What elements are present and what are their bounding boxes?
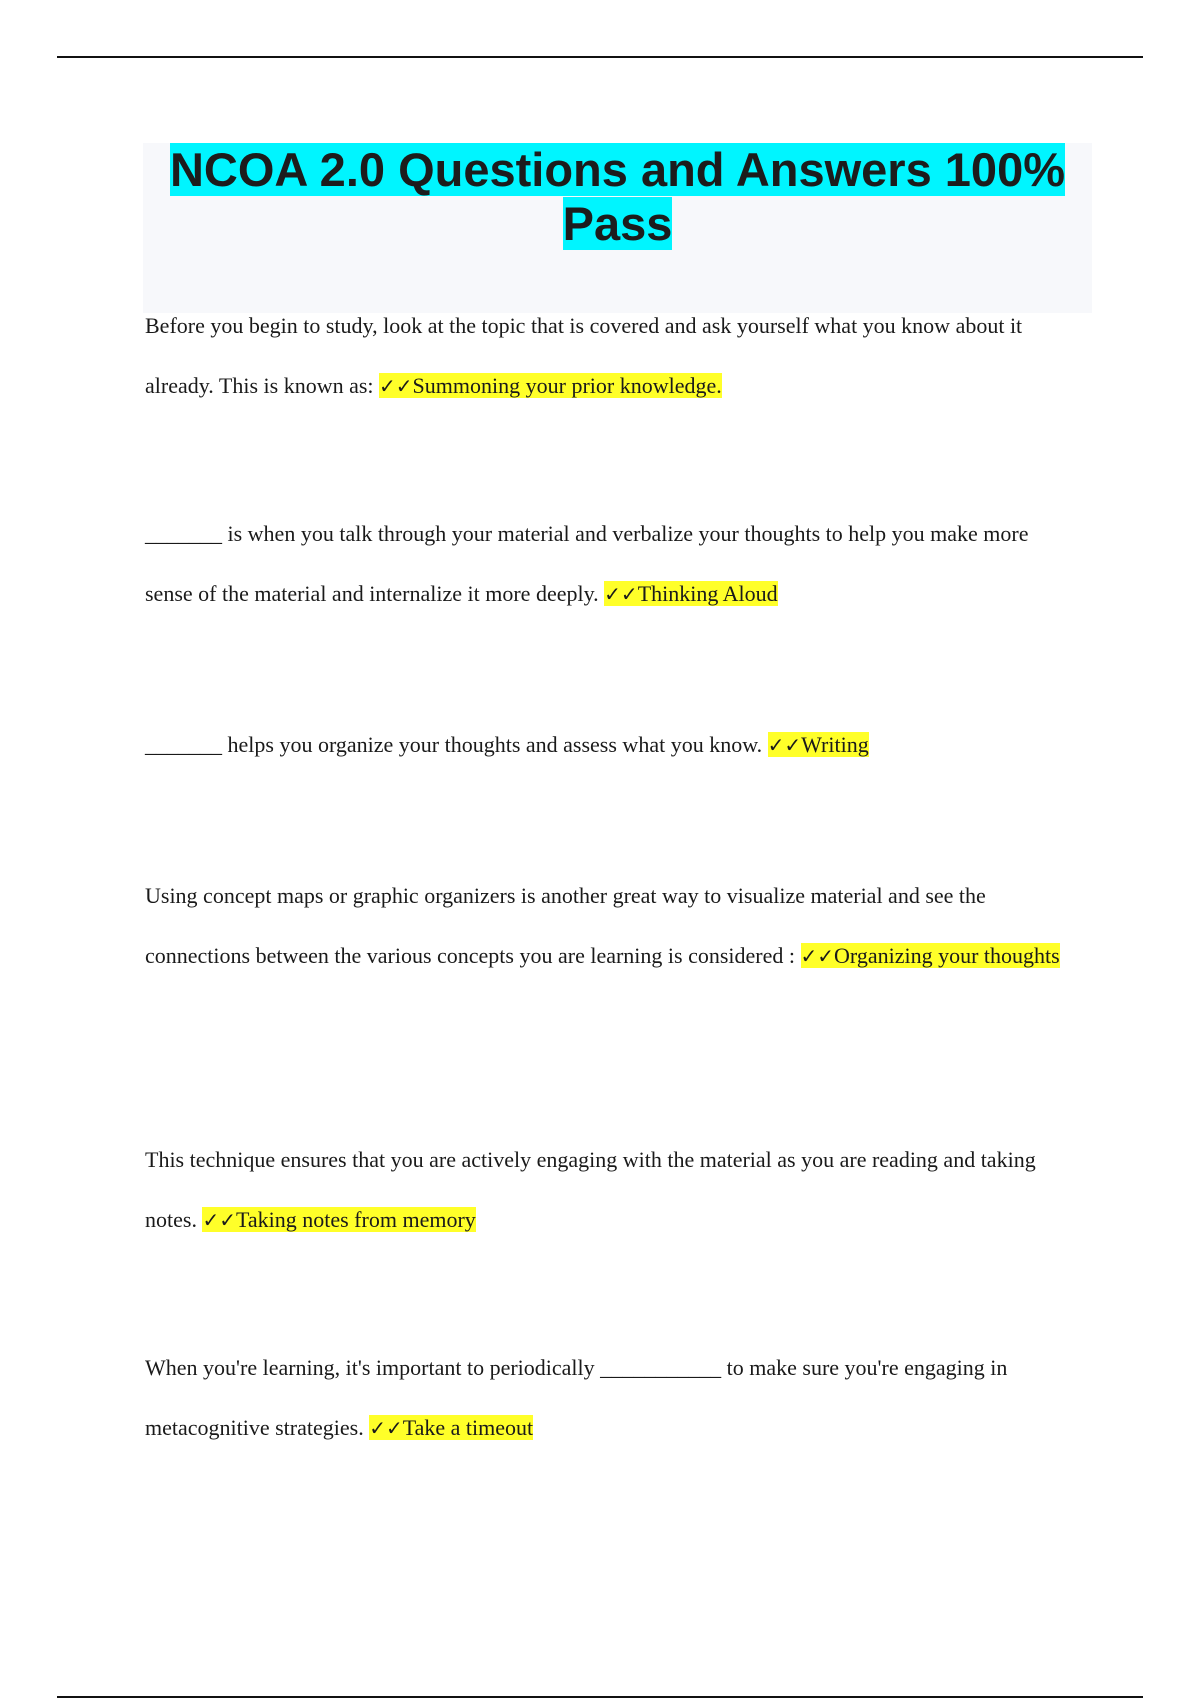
question-text: Before you begin to study, look at the topic that is covered and ask yourself what you know about it already. This is known as: [145, 313, 1023, 398]
answer-text: Summoning your prior knowledge. [412, 373, 722, 398]
answer-highlight [202, 1207, 475, 1232]
title-block [143, 143, 1092, 313]
qa-item [145, 504, 1080, 624]
answer-text: Thinking Aloud [637, 581, 778, 606]
check-icon: ✓✓ [767, 733, 802, 757]
document-title [143, 143, 1092, 251]
answer-text: Writing [801, 732, 869, 757]
answer-highlight [801, 943, 1060, 968]
qa-item [145, 1338, 1080, 1458]
answer-highlight [768, 732, 869, 757]
answer-text: Organizing your thoughts [834, 943, 1060, 968]
answer-highlight [379, 373, 722, 398]
title-highlight: NCOA 2.0 Questions and Answers 100% Pass [169, 143, 1066, 250]
qa-item [145, 296, 1080, 416]
question-text: _______ is when you talk through your material and verbalize your thoughts to help you make more sense of the material and internalize it more deeply. [145, 521, 1029, 606]
answer-text: Taking notes from memory [235, 1207, 476, 1232]
check-icon: ✓✓ [202, 1208, 236, 1232]
qa-item [145, 1130, 1080, 1250]
question-text: _______ helps you organize your thoughts and assess what you know. [145, 732, 768, 757]
check-icon: ✓✓ [369, 1416, 403, 1440]
check-icon: ✓✓ [604, 582, 638, 606]
check-icon: ✓✓ [800, 944, 835, 968]
answer-highlight [369, 1415, 533, 1440]
answer-highlight [604, 581, 777, 606]
question-text: When you're learning, it's important to periodically ___________ to make sure you're engaging in metacognitive strategies. [145, 1355, 1008, 1440]
question-text: This technique ensures that you are actively engaging with the material as you are reading and taking notes. [145, 1147, 1036, 1232]
question-text: Using concept maps or graphic organizers is another great way to visualize material and see the connections between the various concepts you are learning is considered : [145, 883, 986, 968]
answer-text: Take a timeout [402, 1415, 534, 1440]
check-icon: ✓✓ [379, 374, 413, 398]
top-rule [57, 56, 1143, 58]
qa-item [145, 866, 1080, 986]
bottom-rule [57, 1696, 1143, 1698]
qa-item [145, 715, 1080, 775]
